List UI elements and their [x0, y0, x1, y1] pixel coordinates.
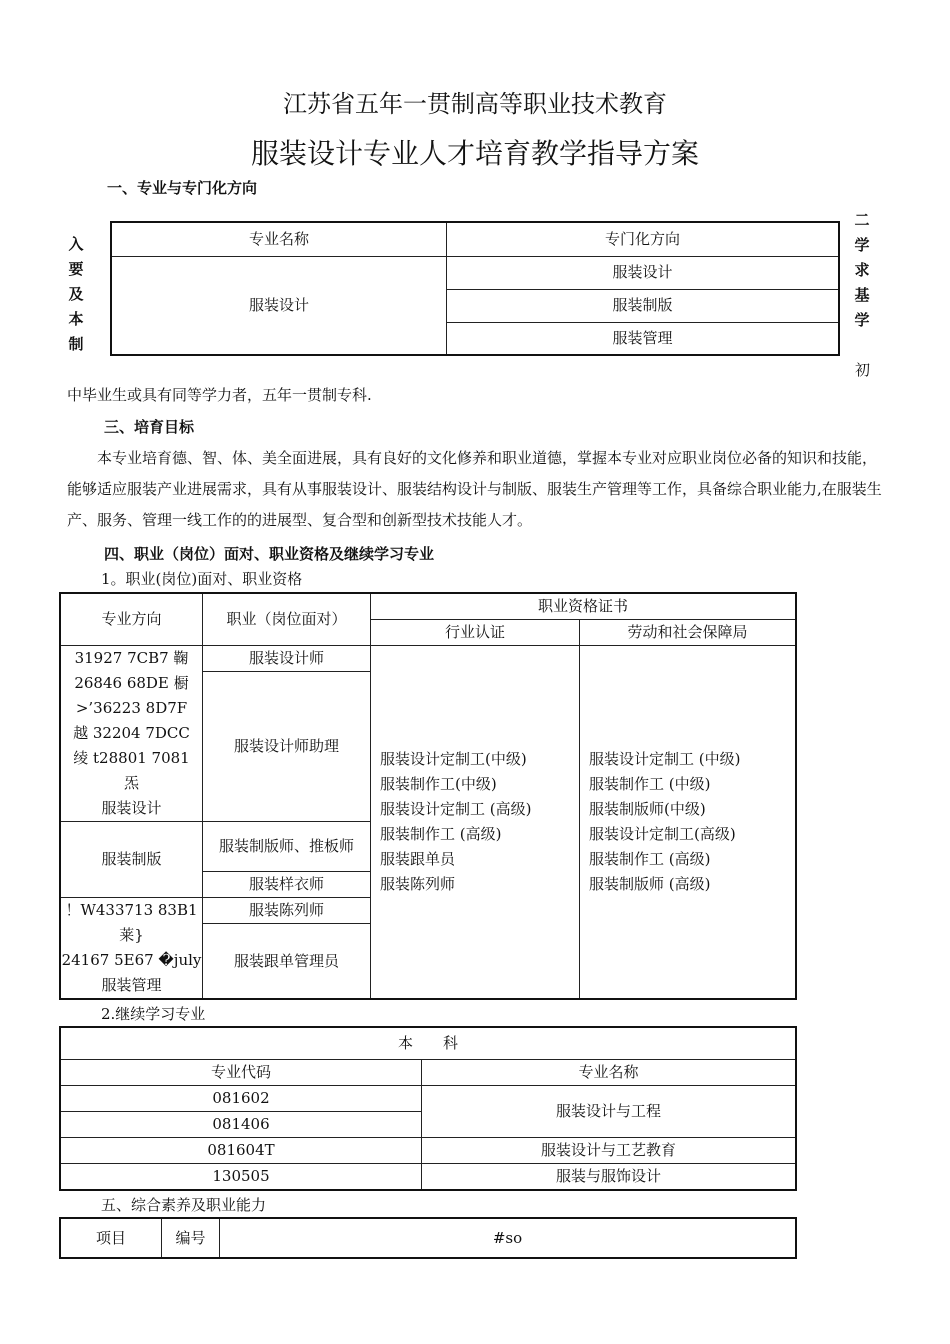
header-major-name: 专业名称	[111, 222, 447, 256]
direction-cell: 服装设计	[447, 256, 840, 289]
code-cell: 130505	[60, 1163, 422, 1190]
header-cert: 职业资格证书	[371, 593, 797, 620]
code-cell: 081604T	[60, 1137, 422, 1163]
header-content: #so	[220, 1218, 797, 1258]
major-direction-table	[110, 221, 840, 356]
header-direction: 专门化方向	[447, 222, 840, 256]
section5-heading: 五、综合素养及职业能力	[101, 1196, 267, 1214]
industry-cert-cell: 服装设计定制工(中级) 服装制作工(中级) 服装设计定制工 (高级) 服装制作工 (高级) 服装跟单员 服装陈列师	[371, 646, 580, 1000]
section1-heading: 一、专业与专门化方向	[107, 179, 258, 197]
job-cell: 服装样衣师	[203, 872, 371, 898]
header-labor: 劳动和社会保障局	[580, 620, 797, 646]
job-cell: 服装设计师	[203, 646, 371, 672]
header-code: 专业代码	[60, 1059, 422, 1085]
section3-heading: 三、培育目标	[104, 418, 195, 436]
direction-design-cell: 31927 7CB7 鞠 26846 68DE 橱 >’36223 8D7F 越 32204 7DCC 绫 t28801 7081 炁 服装设计	[60, 646, 203, 822]
name-cell: 服装与服饰设计	[422, 1163, 797, 1190]
header-industry: 行业认证	[371, 620, 580, 646]
job-cell: 服装陈列师	[203, 898, 371, 924]
header-item: 项目	[60, 1218, 162, 1258]
section4-sub2: 2.继续学习专业	[101, 1005, 206, 1023]
direction-management-cell: ！W433713 83B1 莱} 24167 5E67 �july 服装管理	[60, 898, 203, 1000]
major-name-cell: 服装设计	[111, 256, 447, 355]
training-goal-text: 本专业培育德、智、体、美全面进展，具有良好的文化修养和职业道德，掌握本专业对应职业岗位必备的知识和技能，能够适应服装产业进展需求，具有从事服装设计、服装结构设计与制版、服装生产管理等工作，具备综合职业能力,在服装生产、服务、管理一线工作的的进展型、复合型和创新型技术技能人才。	[67, 449, 882, 529]
entry-requirement-text: 中毕业生或具有同等学力者，五年一贯制专科.	[67, 386, 372, 404]
header-job: 职业（岗位面对）	[203, 593, 371, 646]
job-cell: 服装制版师、推板师	[203, 822, 371, 872]
doc-title-line2: 服装设计专业人才培育教学指导方案	[250, 137, 699, 170]
job-qualification-table	[59, 592, 797, 1000]
competency-table	[59, 1217, 797, 1259]
right-tail-char: 初	[855, 361, 871, 379]
code-cell: 081406	[60, 1111, 422, 1137]
doc-title-line1: 江苏省五年一贯制高等职业技术教育	[283, 90, 667, 118]
header-number: 编号	[162, 1218, 220, 1258]
code-cell: 081602	[60, 1085, 422, 1111]
name-cell: 服装设计与工程	[422, 1085, 797, 1137]
left-vertical-text: 入 要 及 本 制	[68, 235, 84, 353]
header-name: 专业名称	[422, 1059, 797, 1085]
job-cell: 服装跟单管理员	[203, 924, 371, 999]
section4-heading: 四、职业（岗位）面对、职业资格及继续学习专业	[104, 545, 435, 563]
direction-cell: 服装制版	[447, 289, 840, 322]
labor-cert-cell: 服装设计定制工 (中级) 服装制作工 (中级) 服装制版师(中级) 服装设计定制工(高级) 服装制作工 (高级) 服装制版师 (高级)	[580, 646, 797, 1000]
undergraduate-header: 本 科	[60, 1027, 796, 1059]
direction-cell: 服装管理	[447, 322, 840, 355]
header-direction: 专业方向	[60, 593, 203, 646]
further-study-table	[59, 1026, 797, 1191]
direction-pattern-cell: 服装制版	[60, 822, 203, 898]
section4-sub1: 1。职业(岗位)面对、职业资格	[101, 570, 303, 588]
job-cell: 服装设计师助理	[203, 672, 371, 822]
name-cell: 服装设计与工艺教育	[422, 1137, 797, 1163]
right-vertical-text: 二 学 求 基 学	[854, 211, 870, 329]
